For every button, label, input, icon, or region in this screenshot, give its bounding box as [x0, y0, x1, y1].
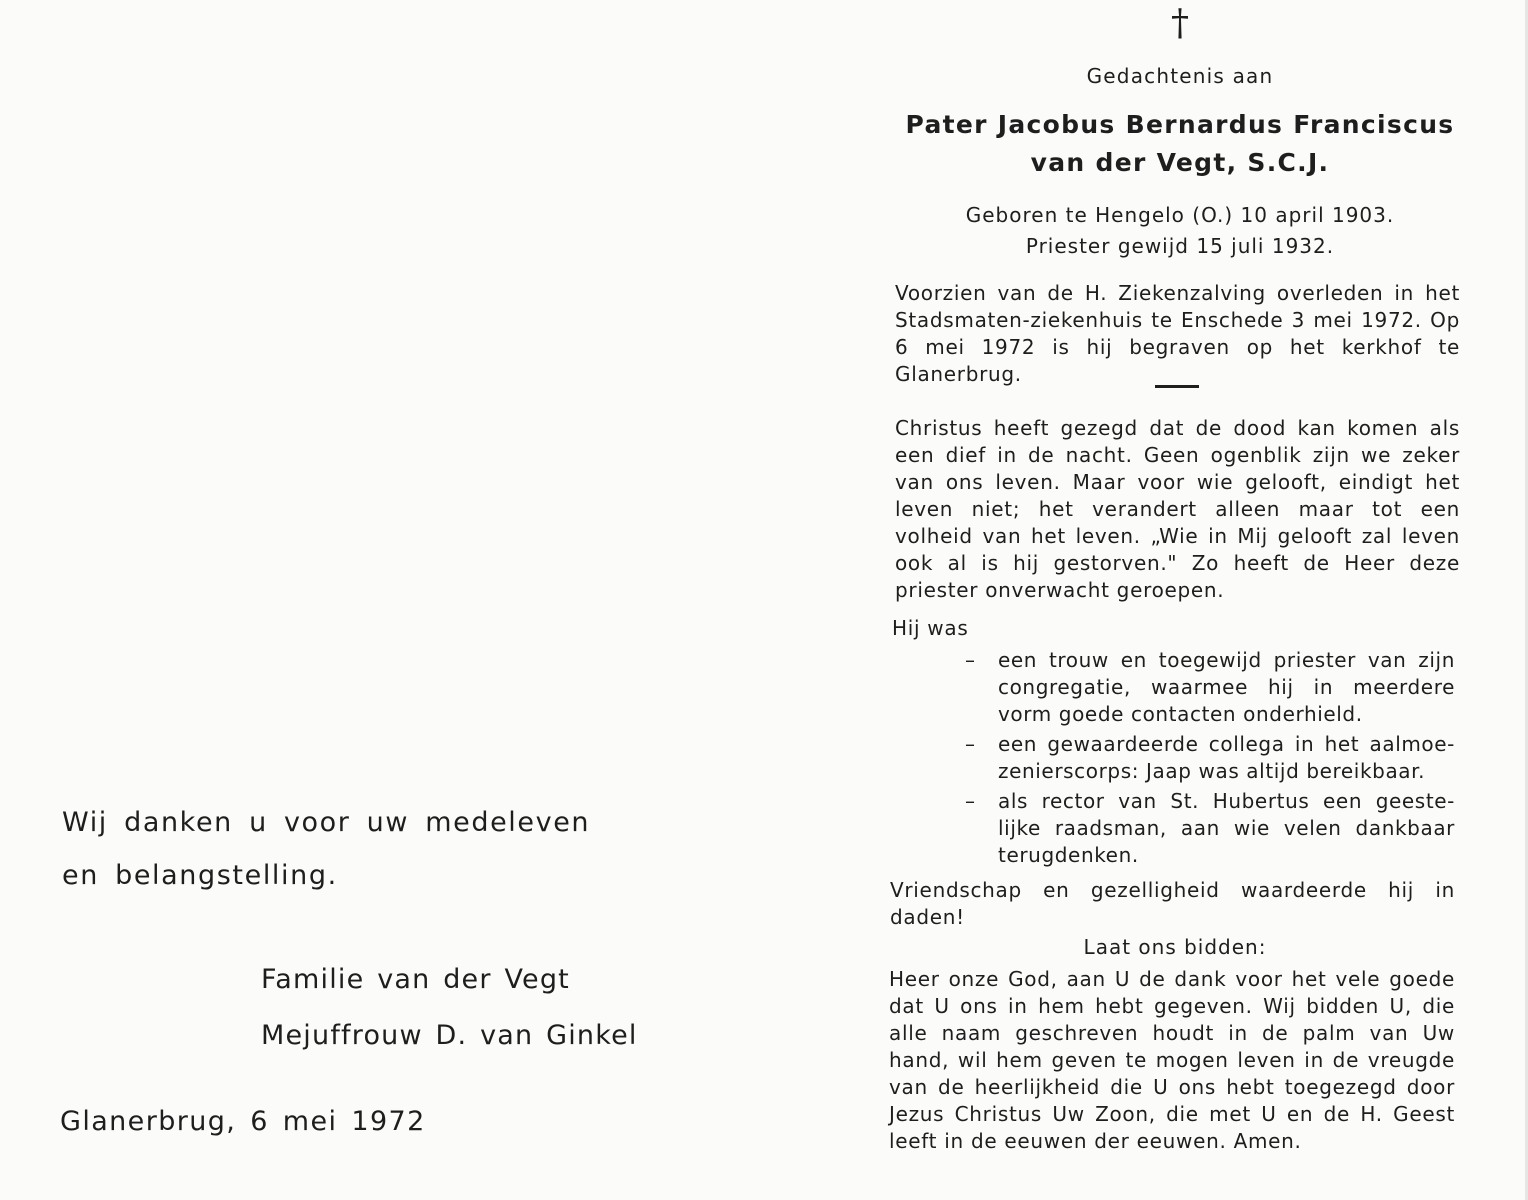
name-line: Pater Jacobus Bernardus Franciscus	[905, 110, 1455, 139]
dash-bullet: –	[965, 732, 976, 756]
family-line: Mejuffrouw D. van Ginkel	[261, 1020, 638, 1051]
list-item	[965, 731, 1455, 785]
divider	[1155, 385, 1199, 388]
prayer-paragraph: Heer onze God, aan U de dank voor het vele goede dat U ons in hem hebt gegeven. Wij bidden U, die alle naam geschreven houdt in de palm van Uw hand, wil hem geven te mogen leven in de vreugde van de heerlijkheid die U ons hebt toegezegd door Jezus Christus Uw Zoon, die met U en de H. Geest leeft in de eeuwen der eeuwen. Amen.	[889, 967, 1455, 1153]
thank-you-message: Wij danken u voor uw medeleven en belangstelling.	[62, 807, 591, 891]
death-paragraph: Voorzien van de H. Ziekenzalving overleden in het Stadsmaten-ziekenhuis te Enschede 3 mei 1972. Op 6 mei 1972 is hij begraven op het kerkhof te Glanerbrug.	[895, 281, 1460, 386]
birth-line: Geboren te Hengelo (O.) 10 april 1903.	[965, 203, 1395, 227]
list-item-text: als rector van St. Hubertus een geeste-lijke raadsman, aan wie velen dankbaar terugdenken.	[998, 789, 1455, 867]
he-was-label: Hij was	[892, 616, 969, 640]
list-item	[965, 788, 1455, 869]
list-item-text: een trouw en toegewijd priester van zijn congregatie, waarmee hij in meerdere vorm goede contacten onderhield.	[998, 648, 1455, 726]
prayer-title: Laat ons bidden:	[1083, 935, 1267, 959]
left-panel	[0, 0, 760, 1200]
memorial-heading: Gedachtenis aan	[1086, 64, 1274, 88]
friendship-paragraph: Vriendschap en gezelligheid waardeerde hij in daden!	[890, 878, 1455, 929]
ordination-line: Priester gewijd 15 juli 1932.	[1025, 234, 1335, 258]
deceased-name	[880, 106, 1480, 182]
reflection-paragraph: Christus heeft gezegd dat de dood kan komen als een dief in de nacht. Geen ogenblik zijn we zeker van ons leven. Maar voor wie gelooft, eindigt het leven niet; het verandert alleen maar tot een volheid van het leven. „Wie in Mij gelooft zal leven ook al is hij gestorven." Zo heeft de Heer deze priester onverwacht geroepen.	[895, 416, 1460, 602]
life-dates	[880, 200, 1480, 262]
cross-icon: †	[1171, 3, 1189, 44]
place-and-date: Glanerbrug, 6 mei 1972	[60, 1106, 426, 1137]
list-item	[965, 647, 1455, 728]
family-line: Familie van der Vegt	[261, 964, 570, 995]
right-panel	[880, 0, 1470, 1200]
family-signature	[261, 952, 638, 1064]
qualities-list	[965, 647, 1455, 872]
dash-bullet: –	[965, 789, 976, 813]
name-line: van der Vegt, S.C.J.	[1030, 148, 1330, 177]
dash-bullet: –	[965, 648, 976, 672]
list-item-text: een gewaardeerde collega in het aalmoe-zenierscorps: Jaap was altijd bereikbaar.	[998, 732, 1455, 783]
